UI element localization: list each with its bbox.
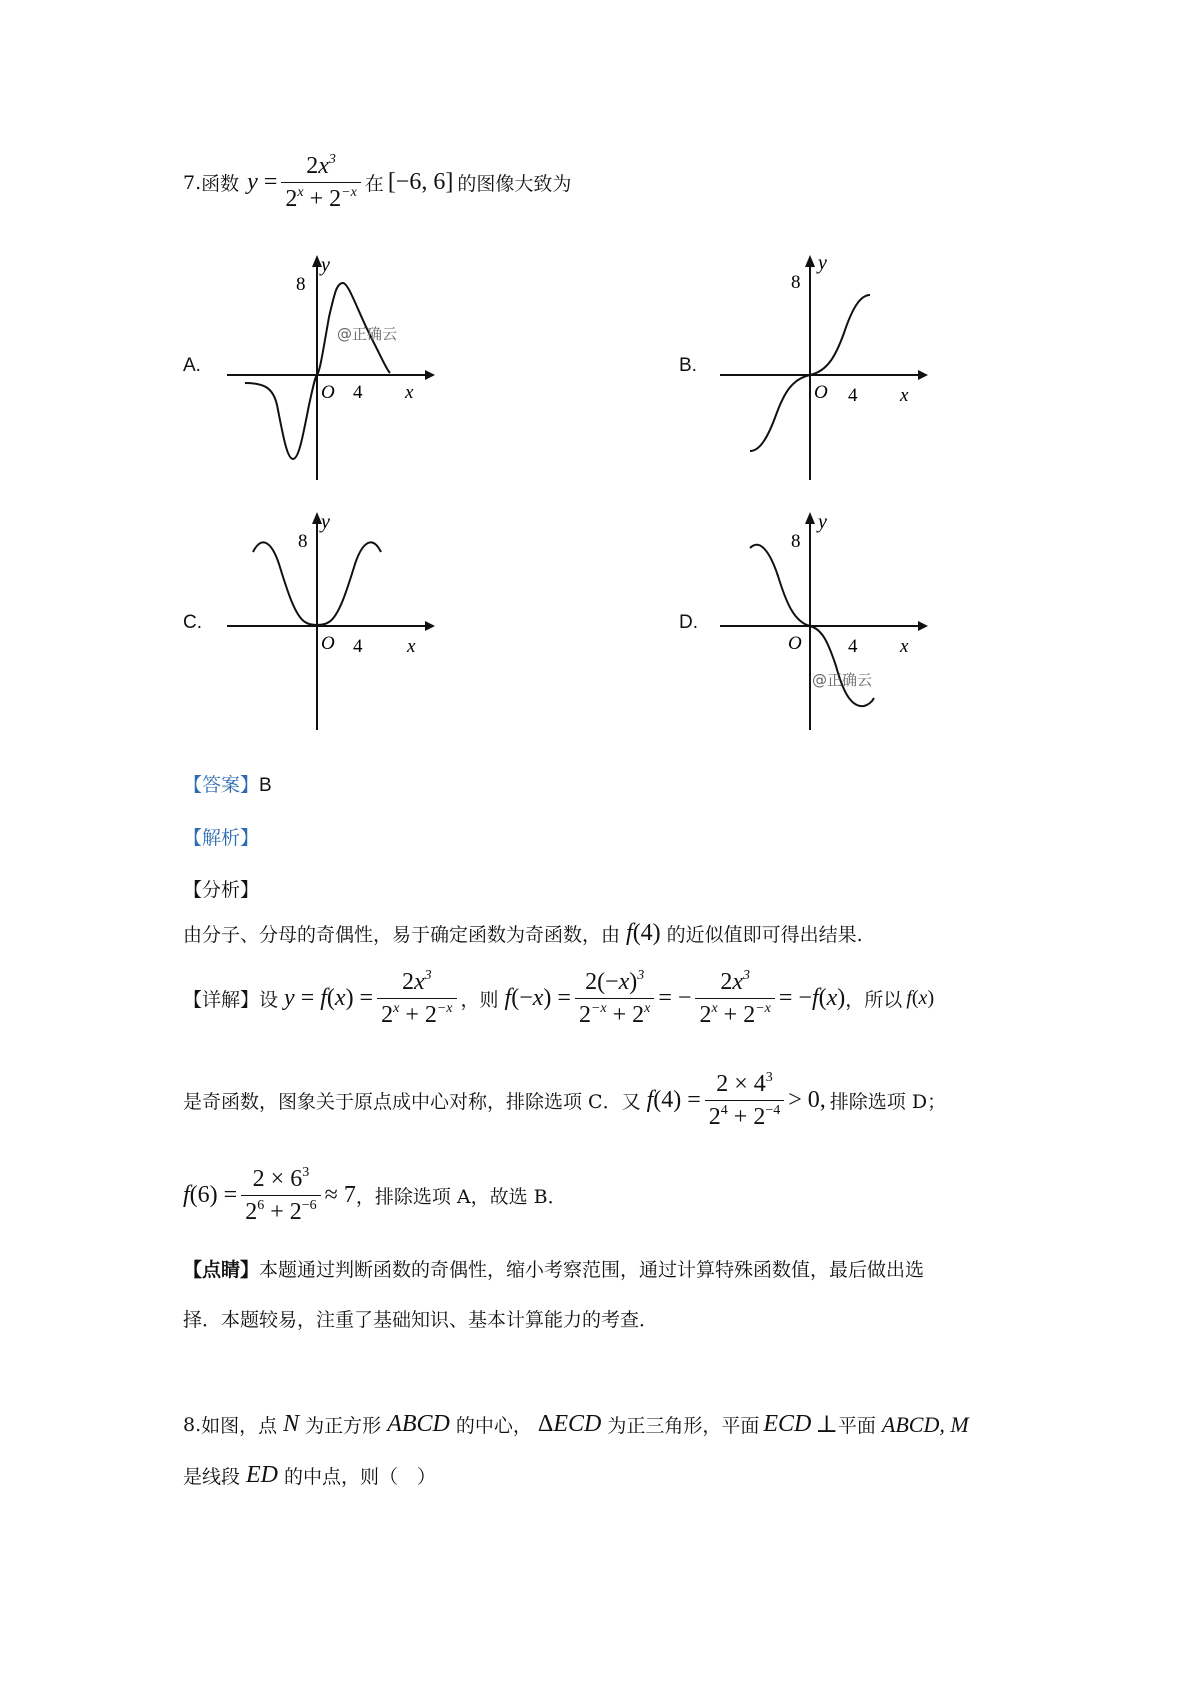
detail-line2-a: 是奇函数，图象关于原点成中心对称，排除选项 C．又 <box>183 1091 641 1113</box>
y-tick: 8 <box>298 531 308 552</box>
origin: O <box>814 382 828 403</box>
q8-text-1: 如图，点 <box>201 1415 278 1437</box>
x-tick: 4 <box>848 636 858 657</box>
y-tick: 8 <box>296 274 306 295</box>
comment-line-2: 择．本题较易，注重了基础知识、基本计算能力的考查． <box>183 1309 659 1331</box>
y-tick: 8 <box>791 272 801 293</box>
detail-line2-b: 排除选项 D； <box>829 1091 947 1113</box>
fenxi-text: 由分子、分母的奇偶性，易于确定函数为奇函数，由 f(4) 的近似值即可得出结果. <box>183 920 863 946</box>
x-tick: 4 <box>353 636 363 657</box>
q8-text-5: 平面 <box>837 1415 876 1437</box>
answer-value: B <box>259 775 272 796</box>
answer-tag: 【答案】 <box>183 774 260 796</box>
detail-line-1: 【详解】 设 y = f(x) = $\frac{2x^3}{2^x + 2^{-x}}$ ，则 f(−x) = $\frac{2(-x)^3}{2^{-x} + 2^x}$ = − $\frac{2x^3}{2^x + 2^{-x}}$ = −f(x) ，所以 f(x) <box>183 968 935 1028</box>
analysis-tag: 【解析】 <box>183 827 260 849</box>
y-label: y <box>321 512 330 533</box>
q7-lead: 函数 <box>201 173 240 195</box>
option-b-label: B. <box>679 355 697 376</box>
option-d-label: D. <box>679 612 698 633</box>
q7-interval: [−6, 6] <box>387 169 454 195</box>
q8-line-1: 8. 如图，点 N 为正方形 ABCD 的中心， ΔECD 为正三角形，平面 ECD ⊥ 平面 ABCD, M <box>183 1411 969 1438</box>
x-label: x <box>900 385 909 406</box>
comment-text-1: 本题通过判断函数的奇偶性，缩小考察范围，通过计算特殊函数值，最后做出选 <box>259 1259 925 1281</box>
x-label: x <box>405 382 414 403</box>
fenxi-text-1: 由分子、分母的奇偶性，易于确定函数为奇函数，由 <box>183 924 621 946</box>
y-tick: 8 <box>791 531 801 552</box>
q8-text-2: 为正方形 <box>305 1415 382 1437</box>
detail-set: 设 <box>259 989 279 1011</box>
fenxi-tag: 【分析】 <box>183 879 260 901</box>
x-tick: 4 <box>848 385 858 406</box>
q8-number: 8. <box>183 1413 202 1436</box>
option-c-graph <box>225 512 435 732</box>
q7-function-fraction: $\frac{2x^3}{2^x + 2^{-x}}$ <box>281 152 360 213</box>
q8-line-2: 是线段 ED 的中点，则（ ） <box>183 1462 437 1488</box>
y-label: y <box>321 255 330 276</box>
y-label: y <box>818 255 827 274</box>
q8-text-3: 的中心， <box>455 1415 532 1437</box>
comment-line-1 <box>183 1255 924 1282</box>
q7-number: 7. <box>183 171 202 194</box>
q7-tail: 的图像大致为 <box>457 173 572 195</box>
y-label: y <box>818 512 827 533</box>
fenxi-text-2: 的近似值即可得出结果. <box>666 924 863 946</box>
detail-then: ，则 <box>460 989 499 1011</box>
detail-line-3: f(6) = $\frac{2 \times 6^3}{2^6 + 2^{-6}}$ ≈ 7 ，排除选项 A，故选 B． <box>183 1165 567 1225</box>
x-label: x <box>407 636 416 657</box>
watermark: @正确云 <box>812 671 873 689</box>
detail-line3: ，排除选项 A，故选 B． <box>355 1186 567 1208</box>
detail-line-2: 是奇函数，图象关于原点成中心对称，排除选项 C．又 f(4) = $\frac{2 \times 4^3}{2^4 + 2^{-4}}$ > 0, 排除选项 D； <box>183 1070 947 1130</box>
q8-line2-b: 的中点，则（ ） <box>284 1466 437 1488</box>
q8-line2-a: 是线段 <box>183 1466 241 1488</box>
option-a-label: A. <box>183 355 201 376</box>
x-label: x <box>900 636 909 657</box>
x-tick: 4 <box>353 382 363 403</box>
q7-interval-text: 在 <box>364 173 384 195</box>
q7-stem: 7. 函数 y = $\frac{2x^3}{2^x + 2^{-x}}$ 在 [−6, 6] 的图像大致为 <box>183 152 572 212</box>
option-d-graph <box>718 512 928 732</box>
option-b-graph <box>718 255 928 485</box>
option-a-graph <box>225 255 435 485</box>
detail-so: ，所以 <box>845 989 903 1011</box>
watermark: @正确云 <box>337 325 398 343</box>
origin: O <box>321 633 335 654</box>
q8-text-4: 为正三角形，平面 <box>607 1415 760 1437</box>
origin: O <box>321 382 335 403</box>
option-c-label: C. <box>183 612 202 633</box>
origin: O <box>788 633 802 654</box>
answer-row <box>183 770 272 797</box>
comment-tag: 【点睛】 <box>183 1259 260 1281</box>
detail-tag: 【详解】 <box>183 989 260 1011</box>
